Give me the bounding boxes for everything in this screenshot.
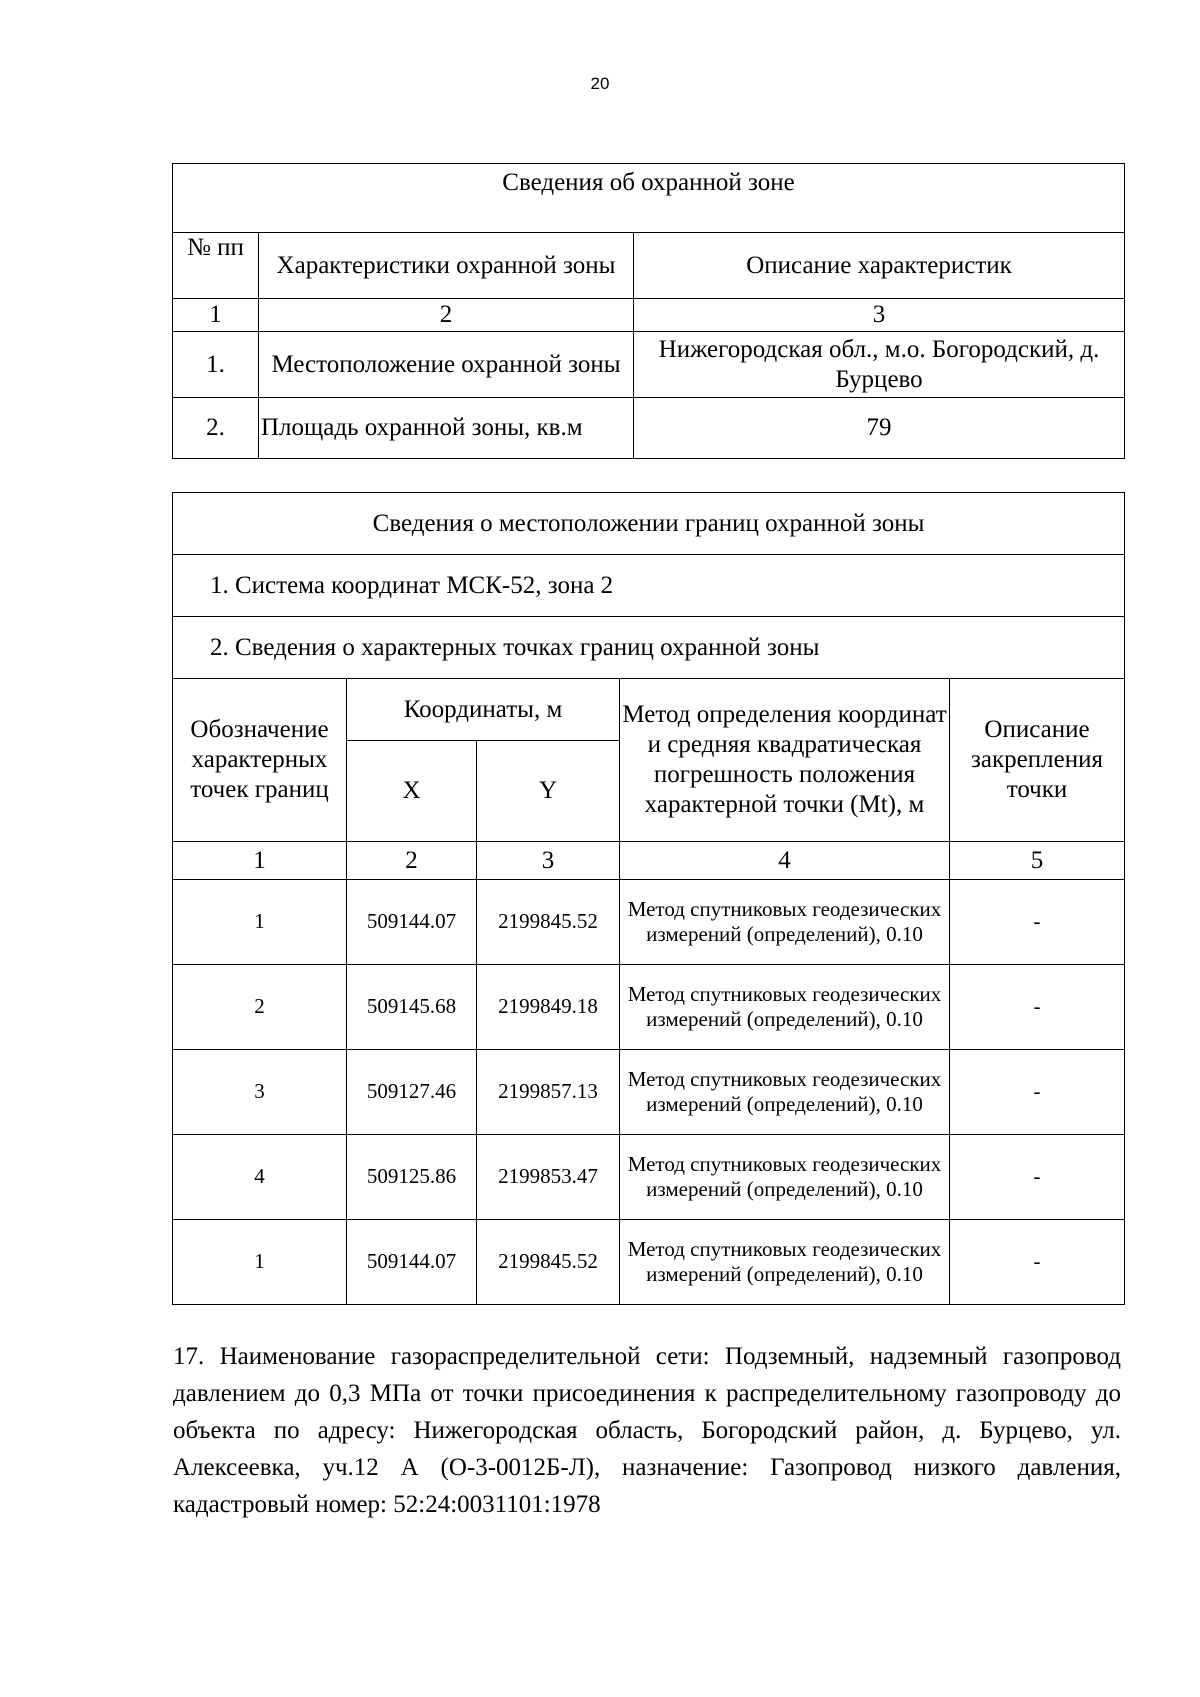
point-x: 509144.07 xyxy=(347,1220,477,1305)
col-number-2: 2 xyxy=(259,299,634,332)
point-method: Метод спутниковых геодезических измерений (определений), 0.10 xyxy=(620,1220,950,1305)
point-y: 2199849.18 xyxy=(477,965,620,1050)
header-fixing-description: Описание закрепления точки xyxy=(950,679,1125,842)
point-x: 509145.68 xyxy=(347,965,477,1050)
point-method: Метод спутниковых геодезических измерений (определений), 0.10 xyxy=(620,1050,950,1135)
point-id: 2 xyxy=(173,965,347,1050)
point-x: 509144.07 xyxy=(347,880,477,965)
col-number-1: 1 xyxy=(173,299,259,332)
table-row xyxy=(173,965,1125,1050)
col-number-3: 3 xyxy=(477,842,620,880)
row-name: Местоположение охранной зоны xyxy=(259,332,634,398)
point-y: 2199853.47 xyxy=(477,1135,620,1220)
point-method: Метод спутниковых геодезических измерений (определений), 0.10 xyxy=(620,880,950,965)
point-method: Метод спутниковых геодезических измерений (определений), 0.10 xyxy=(620,965,950,1050)
header-coordinates: Координаты, м xyxy=(347,679,620,741)
header-x: X xyxy=(347,741,477,842)
row-value: 79 xyxy=(634,398,1125,459)
point-description: - xyxy=(950,965,1125,1050)
point-description: - xyxy=(950,1135,1125,1220)
col-number-2: 2 xyxy=(347,842,477,880)
header-designation: Обозначение характерных точек границ xyxy=(173,679,347,842)
point-description: - xyxy=(950,1050,1125,1135)
point-description: - xyxy=(950,1220,1125,1305)
header-number: № пп xyxy=(173,233,259,299)
point-description: - xyxy=(950,880,1125,965)
col-number-4: 4 xyxy=(620,842,950,880)
point-id: 1 xyxy=(173,1220,347,1305)
header-y: Y xyxy=(477,741,620,842)
point-x: 509125.86 xyxy=(347,1135,477,1220)
table-row xyxy=(173,1220,1125,1305)
col-number-1: 1 xyxy=(173,842,347,880)
point-y: 2199857.13 xyxy=(477,1050,620,1135)
zone-info-title: Сведения об охранной зоне xyxy=(173,164,1125,233)
header-characteristics: Характеристики охранной зоны xyxy=(259,233,634,299)
col-number-5: 5 xyxy=(950,842,1125,880)
point-y: 2199845.52 xyxy=(477,1220,620,1305)
header-method: Метод определения координат и средняя квадратическая погрешность положения характерной точки (Mt), м xyxy=(620,679,950,842)
point-method: Метод спутниковых геодезических измерений (определений), 0.10 xyxy=(620,1135,950,1220)
page-number: 20 xyxy=(590,74,610,93)
boundaries-table xyxy=(172,492,1125,1305)
row-name: Площадь охранной зоны, кв.м xyxy=(259,398,634,459)
boundaries-title: Сведения о местоположении границ охранной зоны xyxy=(173,493,1125,555)
header-description: Описание характеристик xyxy=(634,233,1125,299)
point-id: 4 xyxy=(173,1135,347,1220)
row-value: Нижегородская обл., м.о. Богородский, д. Бурцево xyxy=(634,332,1125,398)
table-row xyxy=(173,1135,1125,1220)
point-x: 509127.46 xyxy=(347,1050,477,1135)
row-number: 2. xyxy=(173,398,259,459)
table-row xyxy=(173,880,1125,965)
coordinate-system: 1. Система координат МСК-52, зона 2 xyxy=(173,555,1125,617)
col-number-3: 3 xyxy=(634,299,1125,332)
paragraph-17: 17. Наименование газораспределительной сети: Подземный, надземный газопровод давлением до 0,3 МПа от точки присоединения к распределительному газопроводу до объекта по адресу: Нижегородская область, Богородский район, д. Бурцево, ул. Алексеевка, уч.12 А (О-3-0012Б-Л), назначение: Газопровод низкого давления, кадастровый номер: 52:24:0031101:1978 xyxy=(173,1343,1121,1518)
point-id: 1 xyxy=(173,880,347,965)
zone-info-table xyxy=(172,163,1125,459)
table-row xyxy=(173,1050,1125,1135)
point-id: 3 xyxy=(173,1050,347,1135)
point-y: 2199845.52 xyxy=(477,880,620,965)
points-title: 2. Сведения о характерных точках границ охранной зоны xyxy=(173,617,1125,679)
row-number: 1. xyxy=(173,332,259,398)
